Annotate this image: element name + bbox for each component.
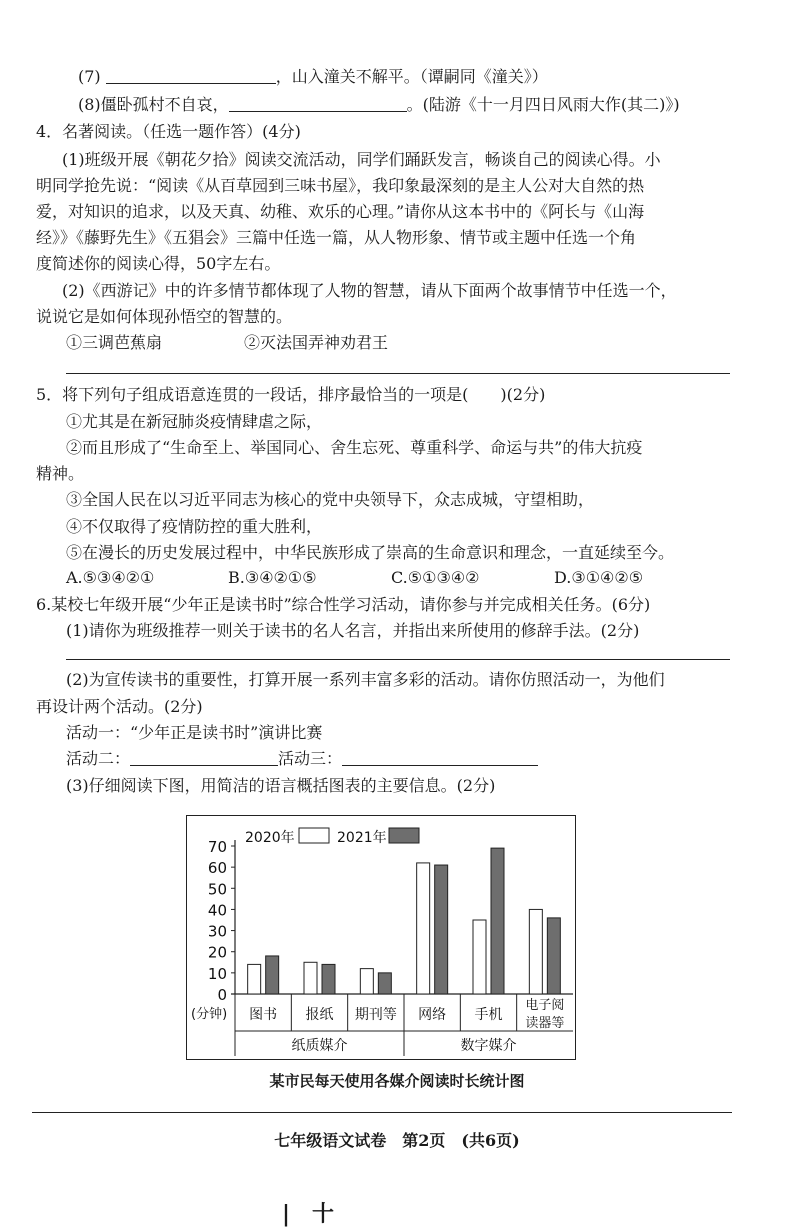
q6-sub1: (1)请你为班级推荐一则关于读书的名人名言，并指出来所使用的修辞手法。(2分) (66, 621, 640, 640)
q4-option-2: ②灭法国弄神劝君王 (244, 333, 389, 352)
q4-p1-line: 爱，对知识的追求，以及天真、幼稚、欢乐的心理。”请你从这本书中的《阿长与《山海 (36, 202, 645, 221)
y-tick-label: 10 (207, 964, 227, 983)
q5-sentence-2: ②而且形成了“生命至上、举国同心、舍生忘死、尊重科学、命运与共”的伟大抗疫 (66, 438, 643, 457)
q5-choice-d[interactable]: D.③①④②⑤ (554, 568, 644, 587)
chart-frame (186, 815, 576, 1060)
q5-sentence-2-cont: 精神。 (36, 464, 85, 483)
bar-2020 (248, 964, 261, 994)
legend-swatch-2020 (299, 828, 329, 843)
q6-activity-row (66, 748, 538, 770)
binding-mark: | 十 (282, 1201, 335, 1227)
q3-line-7-number: (7) (78, 67, 101, 86)
q6-activity-1: 活动一：“少年正是读书时”演讲比赛 (66, 723, 323, 742)
bar-chart (187, 816, 574, 1058)
group-label: 纸质媒介 (291, 1038, 348, 1054)
q5-title: 5．将下列句子组成语意连贯的一段话，排序最恰当的一项是( )(2分) (36, 385, 546, 404)
activity-2-blank[interactable] (130, 749, 278, 766)
y-tick-label: 40 (207, 901, 227, 920)
activity-3-blank[interactable] (342, 749, 538, 766)
category-label: 图书 (249, 1007, 278, 1023)
q3-line-8-verse: (8)僵卧孤村不自哀， (78, 95, 229, 114)
category-label: 报纸 (305, 1007, 334, 1023)
q6-sub3: (3)仔细阅读下图，用简洁的语言概括图表的主要信息。(2分) (66, 776, 496, 795)
legend-label-2020: 2020年 (245, 830, 295, 846)
answer-blank-8[interactable] (229, 95, 407, 112)
q5-choice-c[interactable]: C.⑤①③④② (391, 568, 480, 587)
q5-sentence-4: ④不仅取得了疫情防控的重大胜利， (66, 517, 323, 536)
q4-option-1: ①三调芭蕉扇 (66, 333, 163, 352)
q5-sentence-3: ③全国人民在以习近平同志为核心的党中央领导下，众志成城，守望相助， (66, 490, 595, 509)
q4-p2-line: 说说它是如何体现孙悟空的智慧的。 (36, 307, 293, 326)
y-tick-label: 30 (207, 922, 227, 941)
page-footer: 七年级语文试卷 第2页 (共6页) (274, 1131, 520, 1150)
q5-choice-b[interactable]: B.③④②①⑤ (228, 568, 317, 587)
q3-line-8 (78, 94, 680, 116)
q6-title: 6.某校七年级开展“少年正是读书时”综合性学习活动，请你参与并完成相关任务。(6分) (36, 595, 651, 614)
bar-2021 (322, 964, 335, 994)
q4-p1-line: (1)班级开展《朝花夕拾》阅读交流活动，同学们踊跃发言，畅谈自己的阅读心得。小 (62, 150, 661, 169)
q6-activity-2-label: 活动二： (66, 749, 131, 768)
q4-p1-line: 明同学抢先说：“阅读《从百草园到三味书屋》，我印象最深刻的是主人公对大自然的热 (36, 176, 645, 195)
category-label: 电子阅 (525, 998, 565, 1013)
legend-label-2021: 2021年 (337, 830, 387, 846)
bar-2021 (435, 865, 448, 994)
y-tick-label: 0 (217, 986, 227, 1004)
answer-blank-7[interactable] (106, 67, 276, 84)
y-tick-label: 60 (207, 859, 227, 878)
legend-swatch-2021 (389, 828, 419, 843)
q3-line-8-source: 。(陆游《十一月四日风雨大作(其二)》) (406, 95, 680, 114)
q6-activity-3-label: 活动三： (278, 749, 343, 768)
category-label: 手机 (474, 1007, 503, 1023)
q4-title: 4．名著阅读。（任选一题作答）(4分) (36, 122, 301, 141)
bar-2020 (529, 909, 542, 994)
category-label: 网络 (418, 1007, 447, 1023)
bar-2020 (473, 920, 486, 994)
q4-answer-line[interactable] (66, 373, 730, 374)
q5-choice-a[interactable]: A.⑤③④②① (66, 568, 155, 587)
y-tick-label: 20 (207, 943, 227, 962)
footer-divider (32, 1112, 732, 1113)
q5-sentence-1: ①尤其是在新冠肺炎疫情肆虐之际， (66, 412, 323, 431)
y-tick-label: 70 (207, 838, 227, 856)
bar-2021 (491, 848, 504, 994)
q6-sub1-answer-line[interactable] (66, 659, 730, 660)
bar-2020 (417, 863, 430, 994)
category-label: 读器等 (525, 1016, 565, 1031)
q3-line-7-verse: ，山入潼关不解平。 (275, 67, 420, 86)
q5-sentence-5: ⑤在漫长的历史发展过程中，中华民族形成了崇高的生命意识和理念，一直延续至今。 (66, 543, 675, 562)
bar-2020 (360, 969, 373, 994)
bar-2021 (547, 918, 560, 994)
q4-p1-line: 度简述你的阅读心得，50字左右。 (36, 254, 281, 273)
y-tick-label: 50 (207, 880, 227, 899)
group-label: 数字媒介 (460, 1038, 517, 1054)
q6-sub2: (2)为宣传读书的重要性，打算开展一系列丰富多彩的活动。请你仿照活动一，为他们 (66, 670, 665, 689)
q4-p1-line: 经》》《藤野先生》《五猖会》三篇中任选一篇，从人物形象、情节或主题中任选一个角 (36, 228, 637, 247)
bar-2021 (266, 956, 279, 994)
chart-caption: 某市民每天使用各媒介阅读时长统计图 (269, 1072, 525, 1090)
y-axis-label: (分钟) (191, 1007, 228, 1022)
bar-2020 (304, 962, 317, 994)
q4-p2-line: (2)《西游记》中的许多情节都体现了人物的智慧，请从下面两个故事情节中任选一个， (62, 281, 677, 300)
bar-2021 (378, 973, 391, 994)
q3-line-7 (78, 66, 548, 88)
category-label: 期刊等 (354, 1007, 397, 1023)
q6-sub2-cont: 再设计两个活动。(2分) (36, 697, 203, 716)
q3-line-7-source: （谭嗣同《潼关》） (419, 67, 548, 86)
